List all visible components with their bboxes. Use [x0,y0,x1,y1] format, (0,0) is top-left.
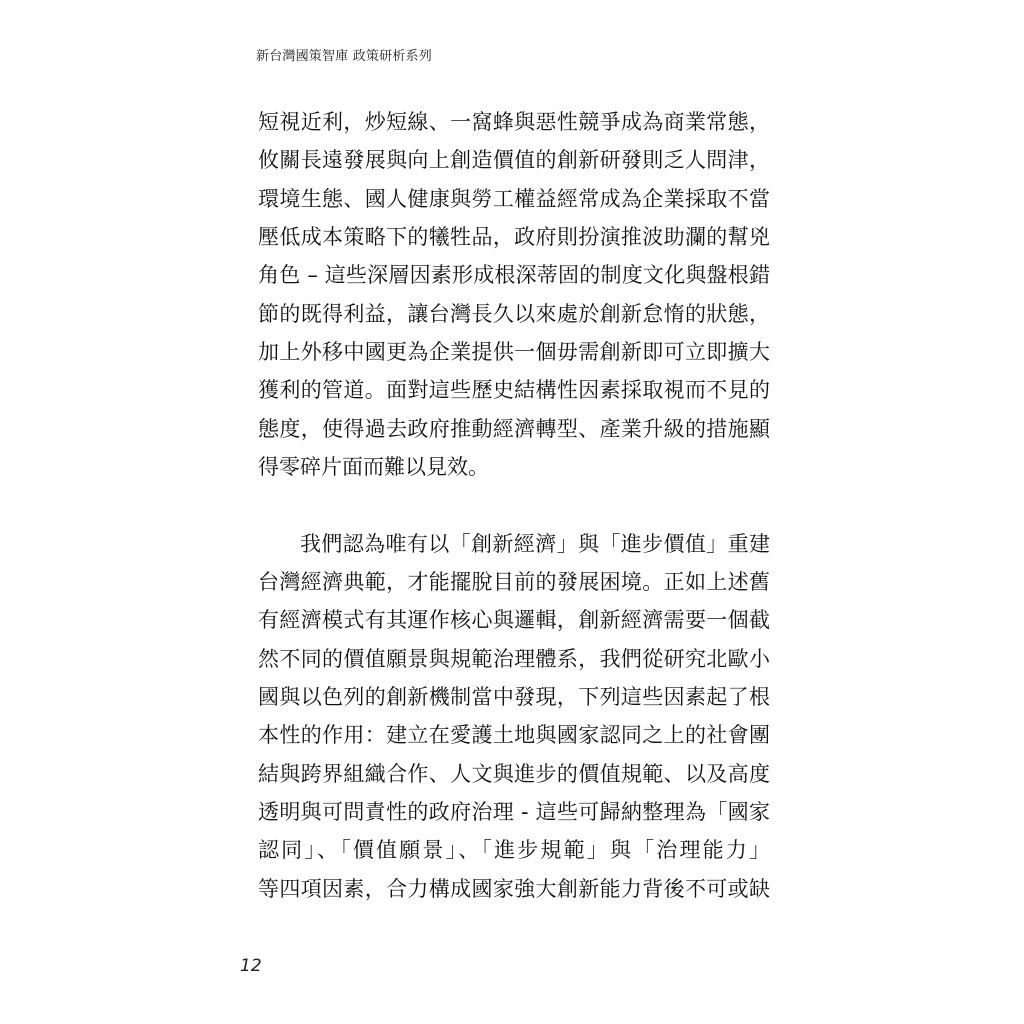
text-line: 獲利的管道。面對這些歷史結構性因素採取視而不見的 [258,378,770,403]
text-line: 壓低成本策略下的犧牲品，政府則扮演推波助瀾的幫兇 [258,224,770,249]
text-line: 環境生態、國人健康與勞工權益經常成為企業採取不當 [258,186,770,211]
text-line: 攸關長遠發展與向上創造價值的創新研發則乏人問津， [258,148,770,173]
text-line: 加上外移中國更為企業提供一個毋需創新即可立即擴大 [258,339,770,364]
text-line: 然不同的價值願景與規範治理體系，我們從研究北歐小 [258,646,770,671]
text-line: 等四項因素，合力構成國家強大創新能力背後不可或缺 [258,876,770,901]
text-line: 得零碎片面而難以見效。 [258,454,489,479]
text-line: 本性的作用：建立在愛護土地與國家認同之上的社會團 [258,723,770,748]
page-number: 12 [240,956,262,976]
text-line: 台灣經濟典範，才能擺脫目前的發展困境。正如上述舊 [258,569,770,594]
text-line: 有經濟模式有其運作核心與邏輯，創新經濟需要一個截 [258,608,770,633]
text-line: 節的既得利益，讓台灣長久以來處於創新怠惰的狀態， [258,301,770,326]
text-line: 透明與可問責性的政府治理 - 這些可歸納整理為「國家 [258,799,770,824]
text-line: 我們認為唯有以「創新經濟」與「進步價值」重建 [300,531,770,556]
text-line: 結與跨界組織合作、人文與進步的價值規範、以及高度 [258,761,770,786]
paragraph-2 [258,525,770,908]
body-text [258,103,770,946]
text-line: 認同」、「價值願景」、「進步規範」與「治理能力」 [258,838,770,863]
text-line: 態度，使得過去政府推動經濟轉型、產業升級的措施顯 [258,416,770,441]
text-line: 短視近利，炒短線、一窩蜂與惡性競爭成為商業常態， [258,110,770,134]
text-line: 角色 – 這些深層因素形成根深蒂固的制度文化與盤根錯 [258,263,770,288]
text-line: 國與以色列的創新機制當中發現，下列這些因素起了根 [258,684,770,709]
paragraph-1 [258,103,770,486]
running-header: 新台灣國策智庫 政策研析系列 [256,49,432,64]
